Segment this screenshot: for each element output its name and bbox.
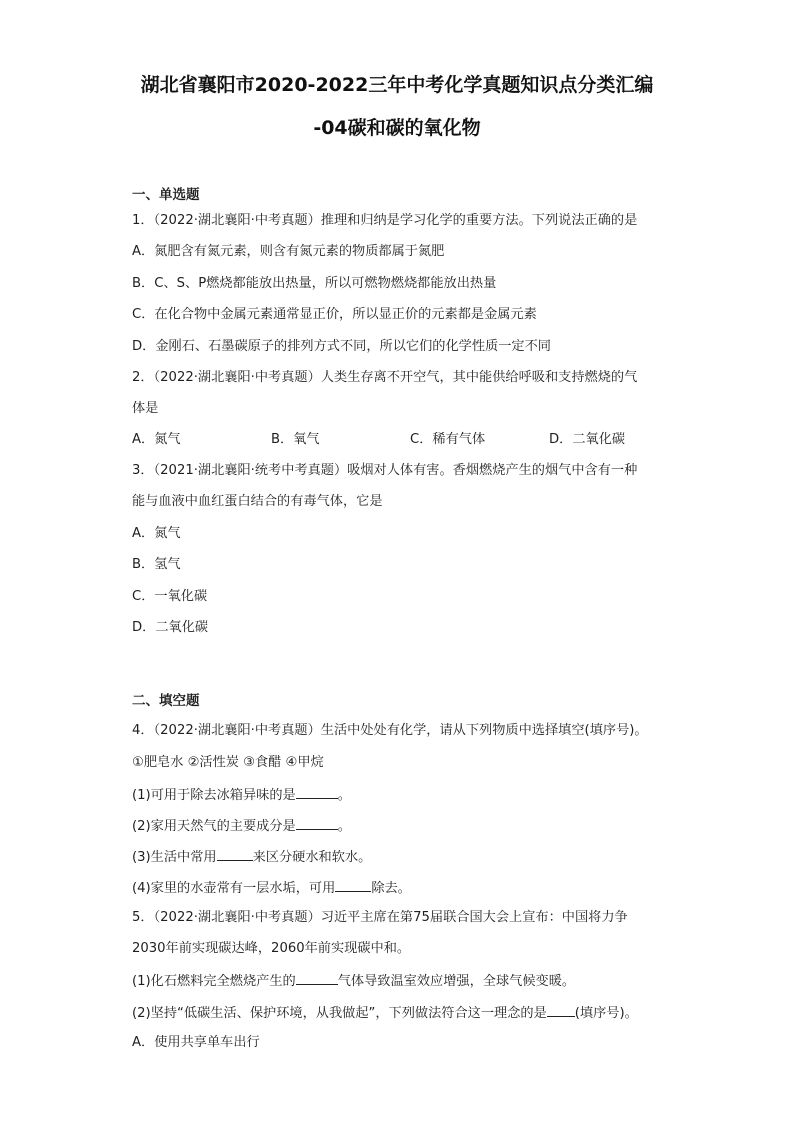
q5-stem-line1: 5．（2022·湖北襄阳·中考真题）习近平主席在第75届联合国大会上宣布：中国将力争 <box>132 910 628 925</box>
q5-sub2-text: (2)坚持“低碳生活、保护环境，从我做起”，下列做法符合这一理念的是 <box>132 1006 547 1021</box>
q4-options: ①肥皂水 ②活性炭 ③食醋 ④甲烷 <box>132 755 324 770</box>
q5-sub2-end: (填序号)。 <box>574 1006 638 1021</box>
answer-blank[interactable] <box>547 1003 575 1017</box>
q2-option-d: D．二氧化碳 <box>549 432 626 447</box>
q4-sub3-end: 来区分硬水和软水。 <box>252 850 372 865</box>
q3-option-d: D．二氧化碳 <box>132 620 209 635</box>
q4-stem: 4．（2022·湖北襄阳·中考真题）生活中处处有化学，请从下列物质中选择填空(填序号)。 <box>132 723 648 738</box>
q4-sub2 <box>132 816 351 836</box>
q5-stem-line2: 2030年前实现碳达峰，2060年前实现碳中和。 <box>132 941 411 956</box>
q2-stem-line2: 体是 <box>132 401 159 416</box>
q3-option-a: A．氮气 <box>132 526 181 541</box>
answer-blank[interactable] <box>296 785 338 799</box>
section-heading-single-choice: 一、单选题 <box>132 187 200 203</box>
q1-option-c: C．在化合物中金属元素通常显正价，所以显正价的元素都是金属元素 <box>132 307 537 322</box>
q5-sub1-end: 气体导致温室效应增强，全球气候变暖。 <box>337 974 576 989</box>
q4-sub1-text: (1)可用于除去冰箱异味的是 <box>132 788 296 803</box>
q3-stem-line2: 能与血液中血红蛋白结合的有毒气体，它是 <box>132 494 383 509</box>
document-title-line1: 湖北省襄阳市2020-2022三年中考化学真题知识点分类汇编 <box>140 74 654 96</box>
document-title-line2: -04碳和碳的氧化物 <box>313 117 481 139</box>
q1-option-d: D．金刚石、石墨碳原子的排列方式不同，所以它们的化学性质一定不同 <box>132 339 551 354</box>
q2-option-b: B．氧气 <box>271 432 320 447</box>
q1-option-b: B．C、S、P燃烧都能放出热量，所以可燃物燃烧都能放出热量 <box>132 276 497 291</box>
q2-option-c: C．稀有气体 <box>410 432 486 447</box>
section-heading-fill-blank: 二、填空题 <box>132 693 200 709</box>
q4-sub4-end: 除去。 <box>371 881 411 896</box>
q1-option-a: A．氮肥含有氮元素，则含有氮元素的物质都属于氮肥 <box>132 244 445 259</box>
q5-sub1-text: (1)化石燃料完全燃烧产生的 <box>132 974 296 989</box>
q1-stem: 1．（2022·湖北襄阳·中考真题）推理和归纳是学习化学的重要方法。下列说法正确的是 <box>132 213 638 228</box>
q4-sub1 <box>132 785 351 805</box>
answer-blank[interactable] <box>296 971 338 985</box>
answer-blank[interactable] <box>217 847 253 861</box>
q4-sub2-end: 。 <box>337 819 351 834</box>
q2-option-a: A．氮气 <box>132 432 181 447</box>
answer-blank[interactable] <box>335 878 371 892</box>
q4-sub4 <box>132 878 411 898</box>
q4-sub1-end: 。 <box>337 788 351 803</box>
q3-option-c: C．一氧化碳 <box>132 589 208 604</box>
q2-stem-line1: 2．（2022·湖北襄阳·中考真题）人类生存离不开空气，其中能供给呼吸和支持燃烧的气 <box>132 370 638 385</box>
q4-sub3-text: (3)生活中常用 <box>132 850 217 865</box>
q3-stem-line1: 3．（2021·湖北襄阳·统考中考真题）吸烟对人体有害。香烟燃烧产生的烟气中含有一种 <box>132 463 638 478</box>
answer-blank[interactable] <box>296 816 338 830</box>
q4-sub4-text: (4)家里的水壶常有一层水垢，可用 <box>132 881 336 896</box>
q4-sub2-text: (2)家用天然气的主要成分是 <box>132 819 296 834</box>
q3-option-b: B．氢气 <box>132 557 181 572</box>
q5-sub2 <box>132 1003 638 1023</box>
q4-sub3 <box>132 847 371 867</box>
q5-sub1 <box>132 971 575 991</box>
q5-option-a: A．使用共享单车出行 <box>132 1035 260 1050</box>
